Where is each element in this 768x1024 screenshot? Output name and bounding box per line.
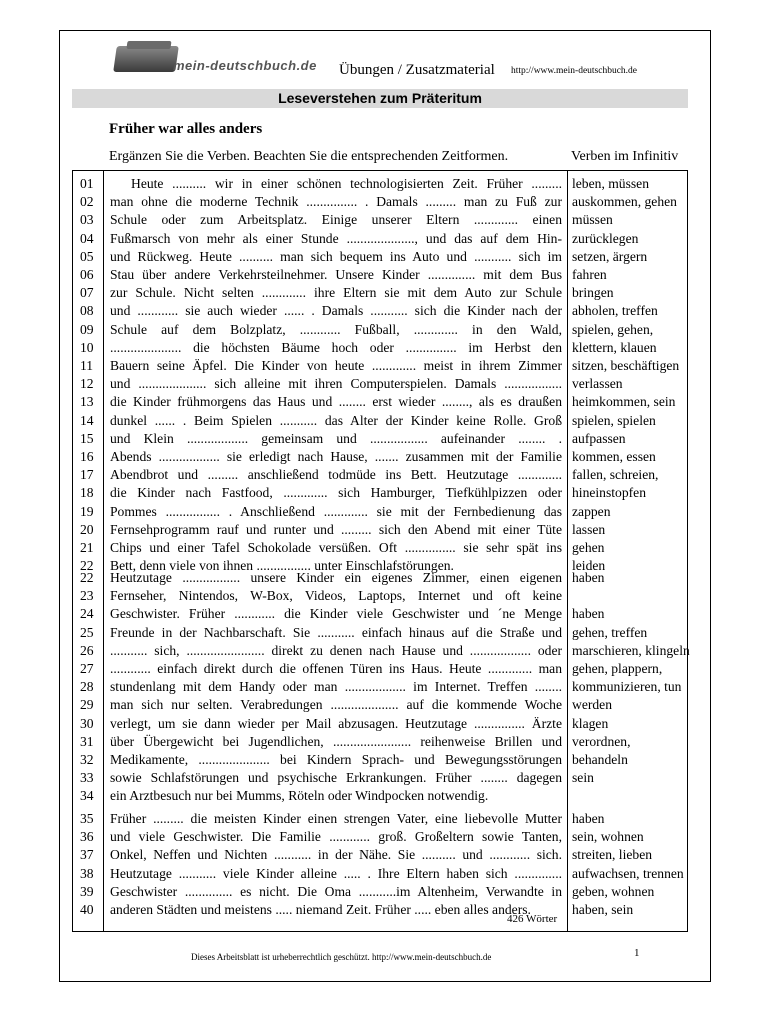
verb-hint: setzen, ärgern: [572, 248, 648, 264]
text-line: [0, 248, 768, 266]
text-line: [0, 865, 768, 883]
line-text: die Kinder frühmorgens das Haus und ........ erst wieder ........, als es draußen: [110, 394, 562, 410]
text-line: [0, 715, 768, 733]
line-number: 06: [80, 267, 94, 282]
text-line: [0, 828, 768, 846]
verb-hint: klettern, klauen: [572, 339, 657, 355]
verb-hint: abholen, treffen: [572, 303, 658, 319]
line-number: 37: [80, 847, 94, 863]
text-line: [0, 266, 768, 284]
verb-hint: aufwachsen, trennen: [572, 865, 684, 881]
line-text: Stau über andere Verkehrsteilnehmer. Unsere Kinder .............. mit dem Bus: [110, 267, 562, 282]
verb-hint: geben, wohnen: [572, 883, 655, 899]
verb-hint: klagen: [572, 715, 609, 731]
verb-hint: haben: [572, 570, 605, 585]
line-number: 22: [80, 570, 94, 585]
verb-hint: sein, wohnen: [572, 829, 644, 845]
text-line: [0, 605, 768, 623]
line-text: Heutzutage ........... viele Kinder alleine ..... . Ihre Eltern haben sich ..............: [110, 865, 562, 881]
line-number: 31: [80, 733, 94, 749]
line-number: 19: [80, 503, 94, 519]
text-line: [0, 503, 768, 521]
line-number: 09: [80, 321, 94, 337]
line-number: 25: [80, 624, 94, 640]
verb-hint: heimkommen, sein: [572, 394, 676, 410]
verb-hint: verordnen,: [572, 733, 631, 749]
verb-hint: gehen, treffen: [572, 624, 648, 640]
text-line: [0, 624, 768, 642]
text-line: [0, 901, 768, 919]
line-number: 16: [80, 449, 94, 464]
text-line: [0, 466, 768, 484]
verb-hint: haben, sein: [572, 902, 634, 917]
line-text: Fußmarsch von mehr als einer Stunde ...................., und das auf dem Hin-: [110, 230, 562, 246]
page-number: 1: [634, 947, 640, 959]
line-text: ............ einfach direkt durch die offenen Türen ins Haus. Heute ............. man: [110, 661, 562, 676]
line-number: 22: [80, 558, 94, 574]
line-text: Bett, denn viele von ihnen ................ unter Einschlafstörungen.: [110, 558, 454, 574]
text-line: [0, 846, 768, 864]
verb-hint: auskommen, gehen: [572, 194, 677, 210]
text-line: [0, 642, 768, 660]
verb-hint: bringen: [572, 285, 614, 301]
line-text: Heutzutage ................. unsere Kinder ein eigenes Zimmer, einen eigenen: [110, 570, 562, 585]
text-line: [0, 412, 768, 430]
line-number: 24: [80, 606, 94, 622]
verb-hint: hineinstopfen: [572, 485, 646, 501]
line-number: 04: [80, 230, 94, 246]
line-text: Bauern seine Äpfel. Die Kinder von heute ............. meist in ihrem Zimmer: [110, 358, 562, 373]
verb-hint: aufpassen: [572, 430, 626, 446]
line-number: 28: [80, 679, 94, 695]
line-text: Geschwister. Früher ............ die Kinder viele Geschwister und ´ne Menge: [110, 606, 562, 622]
verb-hint: leiden: [572, 558, 606, 574]
verb-hint: leben, müssen: [572, 176, 650, 191]
line-number: 02: [80, 194, 94, 210]
line-text: Fernsehprogramm rauf und runter und ......... sich den Abend mit einer Tüte: [110, 521, 562, 537]
line-text: ein Arztbesuch nur bei Mumms, Röteln oder Windpocken notwendig.: [110, 788, 489, 804]
line-number: 07: [80, 285, 94, 301]
line-number: 21: [80, 540, 94, 555]
verb-hint: haben: [572, 606, 605, 622]
line-text: anderen Städten und meistens ..... niemand Zeit. Früher ..... eben alles anders.: [110, 902, 531, 917]
line-number: 20: [80, 521, 94, 537]
verb-hint: behandeln: [572, 752, 628, 767]
text-line: [0, 230, 768, 248]
header-title: Übungen / Zusatzmaterial: [339, 62, 495, 78]
line-text: stundenlang mit dem Handy oder man .................. im Internet. Treffen ........: [110, 679, 562, 695]
line-text: ........... sich, ....................... direkt zu denen nach Hause und .................. oder: [110, 642, 562, 658]
text-line: [0, 521, 768, 539]
verb-hint: kommen, essen: [572, 449, 656, 464]
line-text: Abendbrot und ......... anschließend todmüde ins Bett. Heutzutage .............: [110, 467, 562, 483]
line-text: über Übergewicht bei Jugendlichen, ....................... reihenweise Brillen und: [110, 733, 562, 749]
text-line: [0, 696, 768, 714]
text-line: [0, 587, 768, 605]
line-number: 13: [80, 394, 94, 410]
line-number: 10: [80, 339, 94, 355]
line-number: 35: [80, 811, 94, 826]
title-banner: Leseverstehen zum Präteritum: [72, 89, 688, 108]
verb-hint: kommunizieren, tun: [572, 679, 682, 695]
line-text: zur Schule. Nicht selten ............. ihre Eltern sie mit dem Auto zur Schule: [110, 285, 562, 301]
text-line: [0, 484, 768, 502]
text-line: [0, 678, 768, 696]
line-text: Medikamente, ..................... bei Kindern Sprach- und Bewegungsstörungen: [110, 752, 562, 767]
line-number: 32: [80, 752, 94, 767]
text-line: [0, 883, 768, 901]
text-line: [0, 733, 768, 751]
line-text: sowie Schlafstörungen und psychische Erkrankungen. Früher ........ dagegen: [110, 770, 562, 786]
line-number: 30: [80, 715, 94, 731]
text-line: [0, 357, 768, 375]
line-text: und Klein .................. gemeinsam und ................. aufeinander ........ .: [110, 430, 562, 446]
exercise-heading: Früher war alles anders: [109, 121, 263, 137]
line-number: 40: [80, 902, 94, 917]
line-number: 15: [80, 430, 94, 446]
line-number: 29: [80, 697, 94, 713]
line-number: 26: [80, 642, 94, 658]
line-text: Geschwister .............. es nicht. Die Oma ...........im Altenheim, Verwandte in: [110, 883, 562, 899]
verb-hint: sein: [572, 770, 594, 786]
text-line: [0, 302, 768, 320]
line-text: und .................... sich alleine mit ihren Computerspielen. Damals .................: [110, 376, 562, 392]
line-text: und viele Geschwister. Die Familie ............ groß. Großeltern sowie Tanten,: [110, 829, 562, 845]
verb-hint: verlassen: [572, 376, 623, 392]
verb-hint: haben: [572, 811, 605, 826]
line-number: 17: [80, 467, 94, 483]
verb-hint: müssen: [572, 212, 613, 228]
line-number: 34: [80, 788, 94, 804]
line-number: 12: [80, 376, 94, 392]
line-number: 38: [80, 865, 94, 881]
line-text: Schule oder zum Arbeitsplatz. Einige unserer Eltern ............. einen: [110, 212, 562, 228]
text-line: [0, 539, 768, 557]
text-line: [0, 321, 768, 339]
text-line: [0, 660, 768, 678]
logo-text: mein-deutschbuch.de: [173, 58, 317, 73]
instruction-text: Ergänzen Sie die Verben. Beachten Sie die entsprechenden Zeitformen.: [109, 149, 509, 164]
verb-hint: sitzen, beschäftigen: [572, 358, 680, 373]
text-line: [0, 810, 768, 828]
line-text: Früher ......... die meisten Kinder einen strengen Vater, eine liebevolle Mutter: [110, 811, 562, 826]
verb-hint: werden: [572, 697, 613, 713]
text-line: [0, 430, 768, 448]
text-line: [0, 787, 768, 805]
line-number: 39: [80, 883, 94, 899]
verb-hint: lassen: [572, 521, 606, 537]
line-text: Onkel, Neffen und Nichten ........... in der Nähe. Sie .......... und ............ sich.: [110, 847, 562, 863]
verb-hint: gehen, plappern,: [572, 661, 663, 676]
verb-hint: streiten, lieben: [572, 847, 653, 863]
word-count: 426 Wörter: [507, 913, 558, 925]
line-number: 05: [80, 248, 94, 264]
line-number: 03: [80, 212, 94, 228]
text-line: [0, 211, 768, 229]
line-text: man sich nur selten. Verabredungen .................... auf die kommende Woche: [110, 697, 562, 713]
footer-copyright: Dieses Arbeitsblatt ist urheberrechtlich geschützt. http://www.mein-deutschbuch.de: [191, 952, 492, 962]
line-text: Abends .................. sie erledigt nach Hause, ....... zusammen mit der Familie: [110, 449, 562, 464]
line-number: 23: [80, 588, 94, 604]
line-text: Fernseher, Nintendos, W-Box, Videos, Laptops, Internet und oft keine: [110, 588, 562, 604]
logo: [115, 42, 325, 76]
line-number: 36: [80, 829, 94, 845]
verb-hint: zurücklegen: [572, 230, 639, 246]
verb-hint: spielen, spielen: [572, 412, 656, 428]
line-text: Pommes ................ . Anschließend ............. sie mit der Fernbedienung das: [110, 503, 562, 519]
text-line: [0, 448, 768, 466]
line-number: 18: [80, 485, 94, 501]
text-line: [0, 175, 768, 193]
text-line: [0, 193, 768, 211]
line-text: Heute .......... wir in einer schönen technologisierten Zeit. Früher .........: [131, 176, 562, 191]
line-number: 14: [80, 412, 94, 428]
verb-hint: fahren: [572, 267, 607, 282]
line-number: 11: [80, 358, 94, 373]
line-number: 08: [80, 303, 94, 319]
text-line: [0, 375, 768, 393]
book-icon: [113, 46, 179, 72]
text-line: [0, 284, 768, 302]
line-text: und ............ sie auch wieder ...... . Damals ........... sich die Kinder nach der: [110, 303, 562, 319]
line-text: und Rückweg. Heute .......... man sich bequem ins Auto und ........... sich im: [110, 248, 562, 264]
text-line: [0, 393, 768, 411]
text-line: [0, 339, 768, 357]
line-text: verlegt, um sie dann wieder per Mail abzusagen. Heutzutage ............... Ärzte: [110, 715, 562, 731]
line-number: 33: [80, 770, 94, 786]
text-line: [0, 569, 768, 587]
text-line: [0, 769, 768, 787]
verbs-column-header: Verben im Infinitiv: [571, 149, 679, 164]
line-number: 01: [80, 176, 94, 191]
line-text: Freunde in der Nachbarschaft. Sie ........... einfach hinaus auf die Straße und: [110, 624, 562, 640]
line-text: dunkel ...... . Beim Spielen ........... das Alter der Kinder keine Rolle. Groß: [110, 412, 562, 428]
line-text: die Kinder nach Fastfood, ............. sich Hamburger, Tiefkühlpizzen oder: [110, 485, 562, 501]
text-line: [0, 751, 768, 769]
line-text: Chips und einer Tafel Schokolade versüßen. Oft ............... sie sehr spät ins: [110, 540, 562, 555]
verb-hint: spielen, gehen,: [572, 321, 654, 337]
verb-hint: zappen: [572, 503, 611, 519]
header-url: http://www.mein-deutschbuch.de: [511, 66, 638, 76]
line-text: ..................... die höchsten Bäume hoch oder ............... im Herbst den: [110, 339, 562, 355]
verb-hint: gehen: [572, 540, 605, 555]
line-number: 27: [80, 661, 94, 676]
line-text: man ohne die moderne Technik ............... . Damals ......... man zu Fuß zur: [110, 194, 562, 210]
line-text: Schule auf dem Bolzplatz, ............ Fußball, ............. in den Wald,: [110, 321, 562, 337]
verb-hint: marschieren, klingeln: [572, 642, 690, 658]
verb-hint: fallen, schreien,: [572, 467, 659, 483]
